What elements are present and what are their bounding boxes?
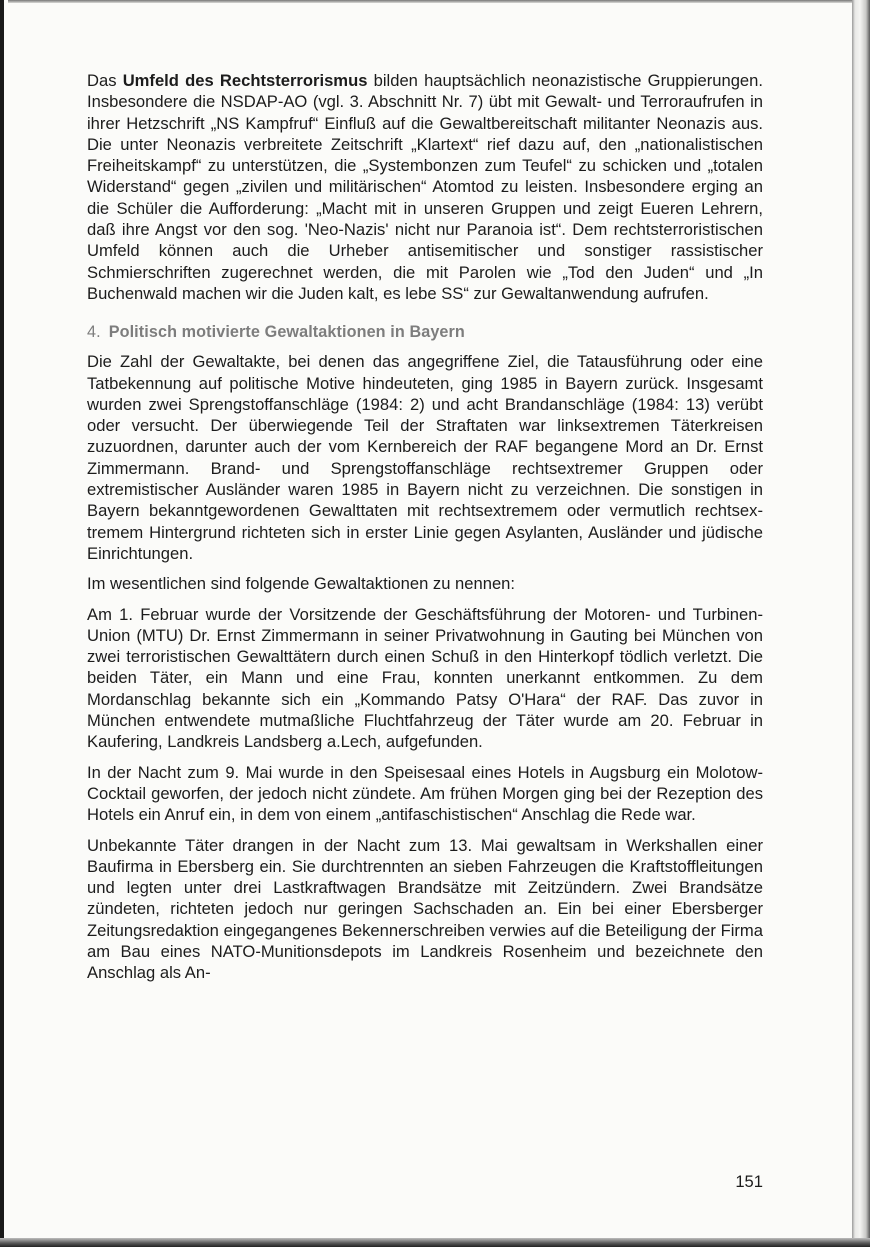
scan-top-edge <box>8 0 852 3</box>
section-heading <box>87 322 763 343</box>
paragraph-umfeld <box>87 70 763 304</box>
paragraph-augsburg: In der Nacht zum 9. Mai wurde in den Speisesaal eines Hotels in Augsburg ein Molotow-Cocktail geworfen, der jedoch nicht zündete. Am frühen Morgen ging bei der Rezeption des Hotels ein Anruf ein, in dem von einem „antifaschistischen“ Anschlag die Rede war. <box>87 762 763 825</box>
bold-term: Umfeld des Rechtsterrorismus <box>122 71 368 90</box>
paragraph-rest: bilden hauptsächlich neonazistische Gruppierungen. Insbesondere die NSDAP-AO (vgl. 3. Abschnitt Nr. 7) übt mit Gewalt- und Terroraufrufen in ihrer Hetzschrift „NS Kampfruf“ Einfluß auf die Gewaltbereitschaft militanter Neonazis aus. Die unter Neonazis verbreitete Zeitschrift „Klartext“ rief dazu auf, den „nationalistischen Freiheitskampf“ zu unterstützen, die „Systembonzen zum Teufel“ zu schicken und „totalen Widerstand“ gegen „zivilen und militärischen“ Atomtod zu leisten. Insbesondere erging an die Schüler die Aufforderung: „Macht mit in unseren Gruppen und zeigt Eueren Lehrern, daß ihre Angst vor den sog. 'Neo-Nazis' nicht nur Paranoia ist“. Dem rechtsterroristischen Umfeld können auch die Urheber antisemitischer und sonstiger rassistischer Schmierschriften zugerechnet werden, die mit Parolen wie „Tod den Juden“ und „In Buchenwald machen wir die Juden kalt, es lebe SS“ zur Gewaltanwendung aufrufen. <box>87 71 763 303</box>
paragraph-ebersberg: Unbekannte Täter drangen in der Nacht zum 13. Mai gewaltsam in Werkshallen einer Baufirma in Ebersberg ein. Sie durchtrennten an sieben Fahrzeugen die Kraftstoffleitungen und legten unter drei Lastkraftwagen Brandsätze mit Zeitzündern. Zwei Brandsätze zündeten, richteten jedoch nur geringen Sachschaden an. Ein bei einer Ebersberger Zeitungsredaktion eingegangenes Bekennerschreiben verwies auf die Beteiligung der Firma am Bau eines NATO-Munitionsdepots im Landkreis Rosenheim und bezeichnete den Anschlag als An- <box>87 835 763 983</box>
page-number: 151 <box>735 1172 763 1191</box>
scan-right-edge <box>852 0 870 1247</box>
scan-bottom-edge <box>0 1238 870 1247</box>
body-text <box>87 70 763 993</box>
paragraph-zimmermann: Am 1. Februar wurde der Vorsitzende der Geschäftsführung der Motoren- und Turbinen-Union (MTU) Dr. Ernst Zimmermann in seiner Privatwohnung in Gauting bei München von zwei terroristischen Gewalttätern durch einen Schuß in den Hinterkopf tödlich verletzt. Die beiden Täter, ein Mann und eine Frau, konnten unerkannt entkommen. Zu dem Mordanschlag bekannte sich ein „Kommando Patsy O'Hara“ der RAF. Das zuvor in München entwendete mutmaßliche Fluchtfahrzeug der Täter wurde am 20. Februar in Kaufering, Landkreis Landsberg a.Lech, aufgefunden. <box>87 604 763 752</box>
section-number: 4. <box>87 323 101 342</box>
paragraph-prefix: Das <box>87 71 123 90</box>
section-title: Politisch motivierte Gewaltaktionen in Bayern <box>108 323 465 342</box>
paragraph-intro: Im wesentlichen sind folgende Gewaltaktionen zu nennen: <box>87 574 516 594</box>
paragraph-statistics: Die Zahl der Gewaltakte, bei denen das angegriffene Ziel, die Tatausführung oder eine Tatbekennung auf politische Motive hindeuteten, ging 1985 in Bayern zurück. Insgesamt wurden zwei Sprengstoffanschläge (1984: 2) und acht Brandanschläge (1984: 13) verübt oder versucht. Der überwiegende Teil der Straftaten war linksextremen Täterkreisen zuzuordnen, darunter auch der vom Kernbereich der RAF begangene Mord an Dr. Ernst Zimmermann. Brand- und Sprengstoffanschläge rechtsextremer Gruppen oder extremistischer Ausländer waren 1985 in Bayern nicht zu verzeichnen. Die sonstigen in Bayern bekanntgewordenen Gewalttaten mit rechtsextremem oder vermutlich rechtsextremem Hintergrund richteten sich in erster Linie gegen Asylanten, Ausländer und jüdische Einrichtungen. <box>87 352 763 563</box>
